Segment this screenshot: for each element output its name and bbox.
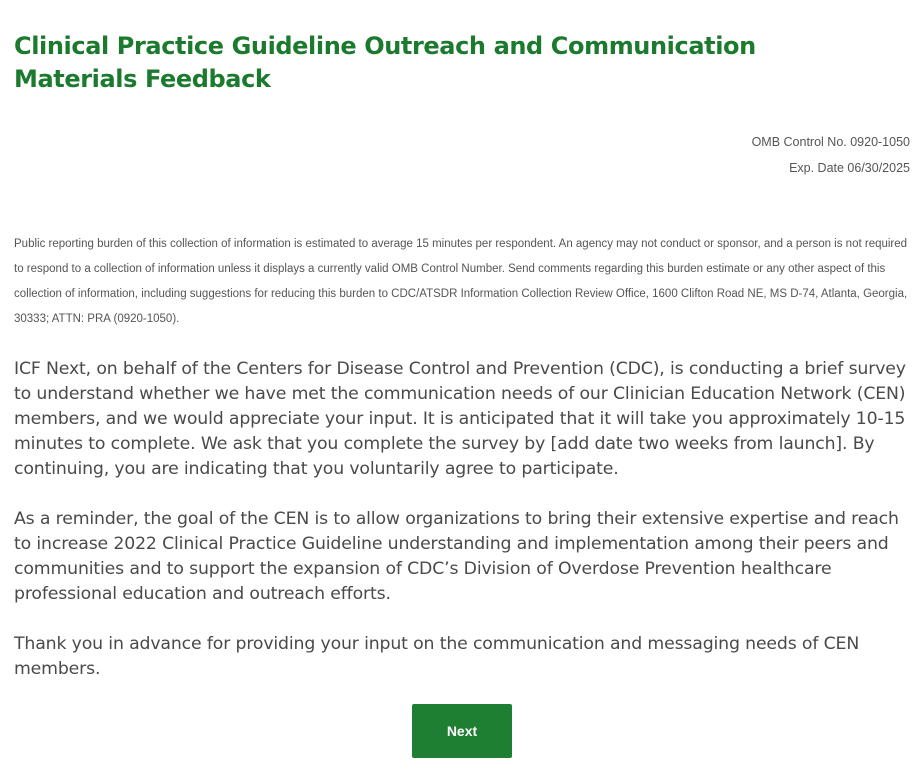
reminder-paragraph: As a reminder, the goal of the CEN is to allow organizations to bring their extensive expertise and reach to increase 2022 Clinical Practice Guideline understanding and implementation among their peers and communities and to support the expansion of CDC’s Division of Overdose Prevention healthcare professional education and outreach efforts.: [14, 509, 899, 604]
page-title: Clinical Practice Guideline Outreach and Communication Materials Feedback: [14, 32, 756, 93]
omb-info: [14, 129, 910, 181]
expiration-date: Exp. Date 06/30/2025: [789, 161, 910, 175]
thank-you-paragraph: Thank you in advance for providing your input on the communication and messaging needs of CEN members.: [14, 634, 860, 679]
survey-page: [14, 0, 910, 707]
intro-paragraph: ICF Next, on behalf of the Centers for Disease Control and Prevention (CDC), is conducting a brief survey to understand whether we have met the communication needs of our Clinician Education Network (CEN) members, and we would appreciate your input. It is anticipated that it will take you approximately 10-15 minutes to complete. We ask that you complete the survey by [add date two weeks from launch]. By continuing, you are indicating that you voluntarily agree to participate.: [14, 359, 906, 479]
next-button[interactable]: Next: [412, 704, 512, 758]
navigation: [412, 704, 512, 758]
burden-statement: Public reporting burden of this collection of information is estimated to average 15 minutes per respondent. An agency may not conduct or sponsor, and a person is not required to respond to a collection of information unless it displays a currently valid OMB Control Number. Send comments regarding this burden estimate or any other aspect of this collection of information, including suggestions for reducing this burden to CDC/ATSDR Information Collection Review Office, 1600 Clifton Road NE, MS D-74, Atlanta, Georgia, 30333; ATTN: PRA (0920-1050).: [14, 238, 908, 325]
intro-text: [14, 357, 910, 682]
omb-control-number: OMB Control No. 0920-1050: [751, 135, 910, 149]
